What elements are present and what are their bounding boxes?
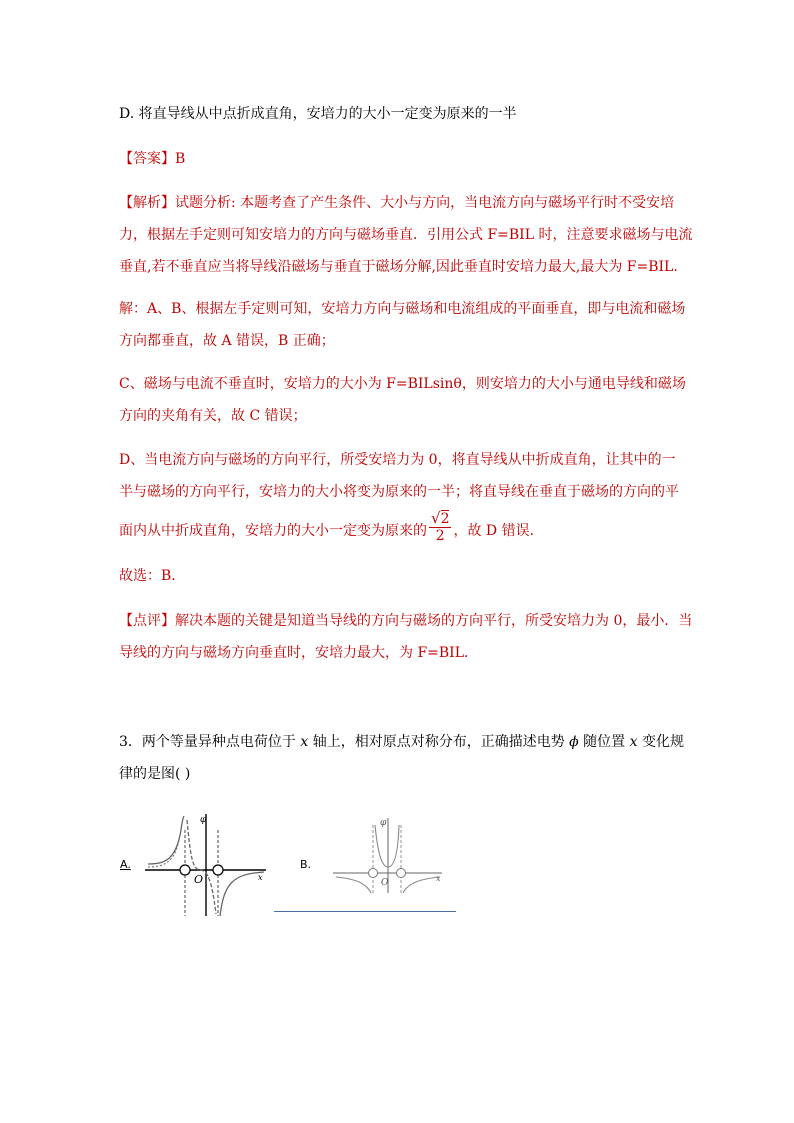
fraction-numerator: 2 xyxy=(440,511,450,527)
solution-d-line-3 xyxy=(119,509,544,548)
sqrt-icon: √ xyxy=(431,509,441,527)
question3-line-1 xyxy=(119,732,684,752)
solution-ab-line-1: 解：A、B、根据左手定则可知，安培力方向与磁场和电流组成的平面垂直，即与电流和磁场 xyxy=(119,301,686,317)
q3-text-b: 轴上，相对原点对称分布，正确描述电势 xyxy=(308,734,570,750)
analysis-line-2: 力，根据左手定则可知安培力的方向与磁场垂直．引用公式 F=BIL 时，注意要求磁场与电流 xyxy=(119,227,693,243)
solution-d-line-3-post: ，故 D 错误． xyxy=(453,523,544,539)
q3-text-c: 随位置 xyxy=(578,734,630,750)
graph-a-curve-mid xyxy=(187,820,216,914)
comment-text-1: 解决本题的关键是知道当导线的方向与磁场的方向平行，所受安培力为 0，最小．当 xyxy=(175,613,693,629)
graph-a-origin: O xyxy=(194,873,204,886)
graph-a-label: A. xyxy=(120,858,131,871)
graph-b xyxy=(330,815,448,895)
graph-b-curve-mid xyxy=(375,825,399,867)
analysis-label: 【解析】 xyxy=(119,195,175,211)
q3-var-x2: x xyxy=(629,734,638,750)
analysis-line-1 xyxy=(119,193,674,213)
solution-d-line-1: D、当电流方向与磁场的方向平行，所受安培力为 0，将直导线从中折成直角，让其中的一 xyxy=(119,452,676,468)
graph-b-charge-left xyxy=(369,869,378,878)
comment-label: 【点评】 xyxy=(119,613,175,629)
answer-label: 【答案】 xyxy=(119,151,175,167)
solution-d-line-3-pre: 面内从中折成直角，安培力的大小一定变为原来的 xyxy=(119,523,427,539)
solution-d-line-2: 半与磁场的方向平行，安培力的大小将变为原来的一半；将直导线在垂直于磁场的方向的平 xyxy=(119,484,679,500)
q3-var-phi: ϕ xyxy=(569,734,579,750)
answer-value: B xyxy=(175,151,186,167)
solution-c-line-1: C、磁场与电流不垂直时，安培力的大小为 F=BILsinθ，则安培力的大小与通电导线和磁场 xyxy=(119,376,686,392)
graph-b-origin: O xyxy=(381,878,389,888)
graph-a-axis-phi: φ xyxy=(200,815,207,825)
graph-b-charge-right xyxy=(397,869,406,878)
q3-var-x1: x xyxy=(300,734,309,750)
fraction-denominator: 2 xyxy=(429,527,451,544)
graph-b-axis-x: x xyxy=(436,874,441,883)
answer-line xyxy=(119,149,185,169)
analysis-text-1: 试题分析: 本题考查了产生条件、大小与方向，当电流方向与磁场平行时不受安培 xyxy=(175,195,675,211)
option-d-text: D. 将直导线从中点折成直角，安培力的大小一定变为原来的一半 xyxy=(119,106,517,122)
solution-choose: 故选：B． xyxy=(119,568,186,584)
graph-a-axis-x: x xyxy=(258,873,263,882)
question3-line-2: 律的是图( ) xyxy=(119,766,191,782)
graph-b-curve-right xyxy=(403,877,440,893)
comment-line-1 xyxy=(119,611,692,631)
sqrt2-over-2-fraction xyxy=(429,510,451,544)
graph-b-label: B. xyxy=(300,858,312,871)
graph-a-charge-left xyxy=(180,865,190,875)
comment-line-2: 导线的方向与磁场方向垂直时，安培力最大，为 F=BIL． xyxy=(119,645,479,661)
graph-a xyxy=(140,812,270,920)
graph-a-axes xyxy=(145,814,266,916)
graph-b-curve-left xyxy=(336,877,371,893)
graph-a-charge-right xyxy=(213,865,223,875)
solution-ab-line-2: 方向都垂直，故 A 错误，B 正确； xyxy=(119,333,335,349)
analysis-line-3: 垂直,若不垂直应当将导线沿磁场与垂直于磁场分解,因此垂直时安培力最大,最大为 F=BIL. xyxy=(119,259,678,275)
graph-b-axis-phi: φ xyxy=(380,818,387,828)
solution-c-line-2: 方向的夹角有关，故 C 错误； xyxy=(119,408,307,424)
q3-text-a: 3．两个等量异种点电荷位于 xyxy=(119,734,301,750)
q3-text-d: 变化规 xyxy=(637,734,684,750)
graph-b-underline xyxy=(274,911,456,912)
